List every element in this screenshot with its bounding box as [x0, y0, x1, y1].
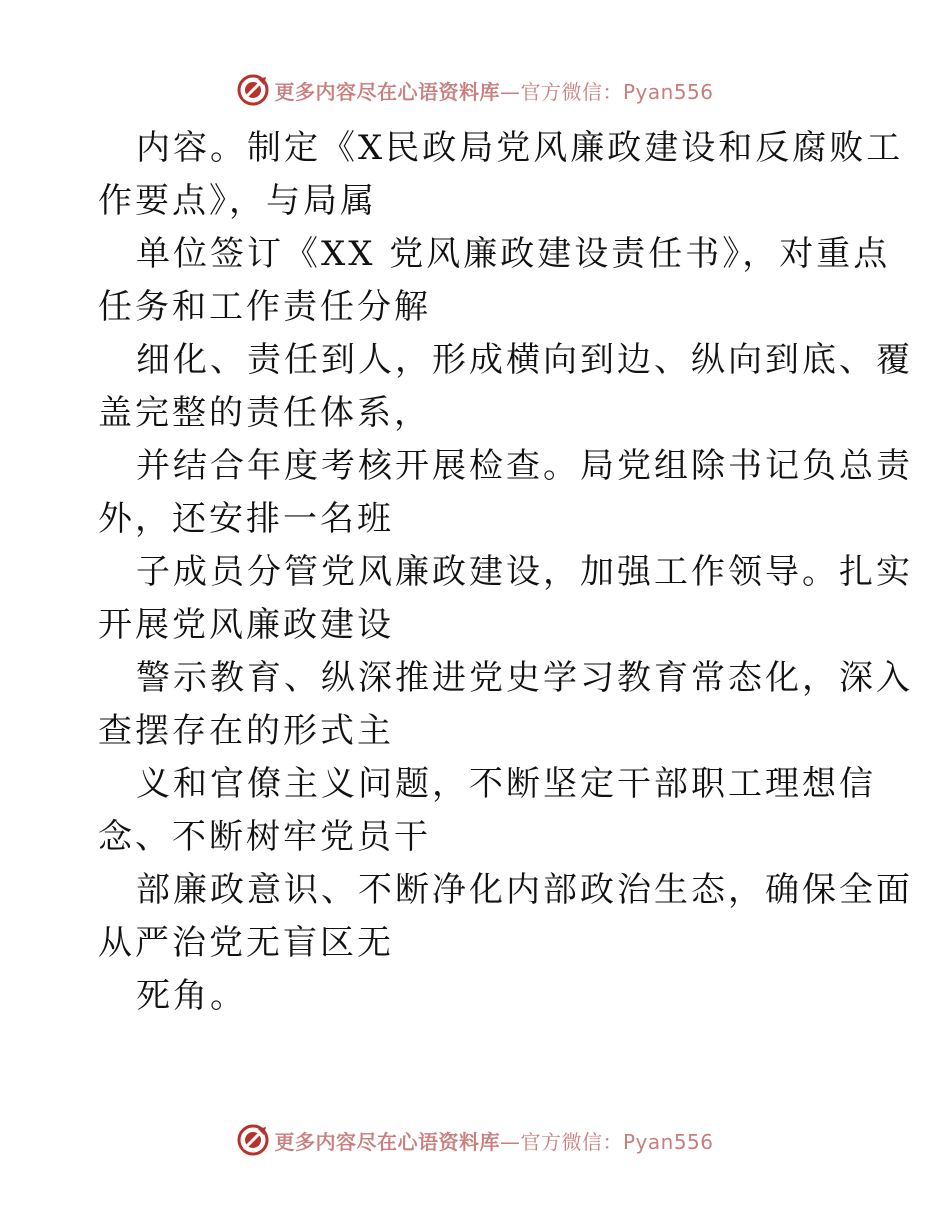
header-wechat-id: Pyan556 [622, 79, 714, 104]
footer-brand: 更多内容尽在心语资料库 [274, 1129, 500, 1154]
body-line: 从严治党无盲区无 [98, 923, 394, 963]
header-wechat-label: 官方微信： [520, 79, 623, 104]
body-line: 作要点》，与局属 [98, 181, 377, 221]
footer-text [274, 1126, 713, 1155]
body-line: 查摆存在的形式主 [98, 711, 394, 751]
body-line: 部廉政意识、不断净化内部政治生态，确保全面 [136, 870, 913, 910]
body-line: 子成员分管党风廉政建设，加强工作领导。扎实 [136, 552, 913, 592]
body-line: 内容。制定《X民政局党风廉政建设和反腐败工 [136, 128, 904, 168]
body-line: 细化、责任到人，形成横向到边、纵向到底、覆 [136, 340, 913, 380]
header-banner [0, 70, 950, 110]
footer-wechat-label: 官方微信： [520, 1129, 623, 1154]
body-line: 开展党风廉政建设 [98, 605, 394, 645]
header-dash: — [499, 79, 521, 104]
header-brand: 更多内容尽在心语资料库 [274, 79, 500, 104]
footer-wechat-id: Pyan556 [622, 1129, 714, 1154]
body-line: 盖完整的责任体系， [98, 393, 431, 433]
footer-banner [0, 1120, 950, 1160]
logo-icon [236, 1123, 270, 1157]
body-line: 外，还安排一名班 [98, 499, 394, 539]
body-line: 死角。 [136, 976, 247, 1016]
body-line: 单位签订《XX 党风廉政建设责任书》，对重点 [136, 234, 891, 274]
document-body [98, 122, 913, 1023]
body-line: 并结合年度考核开展检查。局党组除书记负总责 [136, 446, 913, 486]
header-text [274, 76, 713, 105]
footer-dash: — [499, 1129, 521, 1154]
body-line: 任务和工作责任分解 [98, 287, 431, 327]
body-line: 念、不断树牢党员干 [98, 817, 431, 857]
body-line: 警示教育、纵深推进党史学习教育常态化，深入 [136, 658, 913, 698]
body-line: 义和官僚主义问题，不断坚定干部职工理想信 [136, 764, 876, 804]
logo-icon [236, 73, 270, 107]
